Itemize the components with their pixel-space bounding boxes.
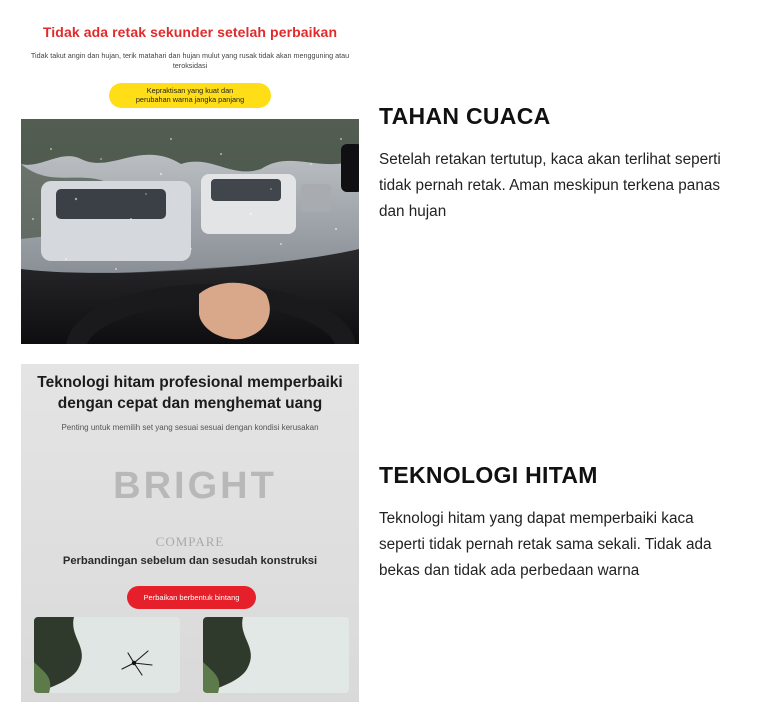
image-headline: Tidak ada retak sekunder setelah perbaikan (42, 24, 338, 40)
before-repair-photo (34, 617, 180, 693)
bright-watermark: BRIGHT (113, 465, 277, 507)
badge-line-1: Kepraktisan yang kuat dan (146, 86, 234, 95)
weather-resistance-product-image (21, 0, 359, 344)
headline-line-1: Teknologi hitam profesional memperbaiki (37, 374, 343, 391)
headline-line-2: dengan cepat dan menghemat uang (57, 395, 323, 412)
image-headline (21, 372, 359, 414)
image-feature-badge (109, 83, 271, 108)
weather-resistance-feature (379, 101, 739, 225)
after-repair-photo (203, 617, 349, 693)
star-repair-badge: Perbaikan berbentuk bintang (127, 586, 256, 609)
rainy-windshield-photo (21, 119, 359, 344)
compare-caption: Perbandingan sebelum dan sesudah konstruksi (62, 555, 318, 567)
black-technology-product-image (21, 364, 359, 702)
feature-description: Teknologi hitam yang dapat memperbaiki kaca seperti tidak pernah retak sama sekali. Tidak ada bekas dan tidak ada perbedaan warna (379, 510, 712, 579)
image-subtext: Penting untuk memilih set yang sesuai sesuai dengan kondisi kerusakan (61, 423, 319, 432)
black-technology-feature (379, 460, 739, 584)
feature-title: TAHAN CUACA (379, 103, 551, 129)
feature-title: TEKNOLOGI HITAM (379, 462, 598, 488)
image-subtext: Tidak takut angin dan hujan, terik matahari dan hujan mulut yang rusak tidak akan mengguning atau teroksidasi (30, 51, 350, 70)
compare-label: COMPARE (155, 534, 225, 549)
badge-line-2: perubahan warna jangka panjang (135, 95, 245, 104)
feature-description: Setelah retakan tertutup, kaca akan terlihat seperti tidak pernah retak. Aman meskipun terkena panas dan hujan (379, 151, 721, 220)
